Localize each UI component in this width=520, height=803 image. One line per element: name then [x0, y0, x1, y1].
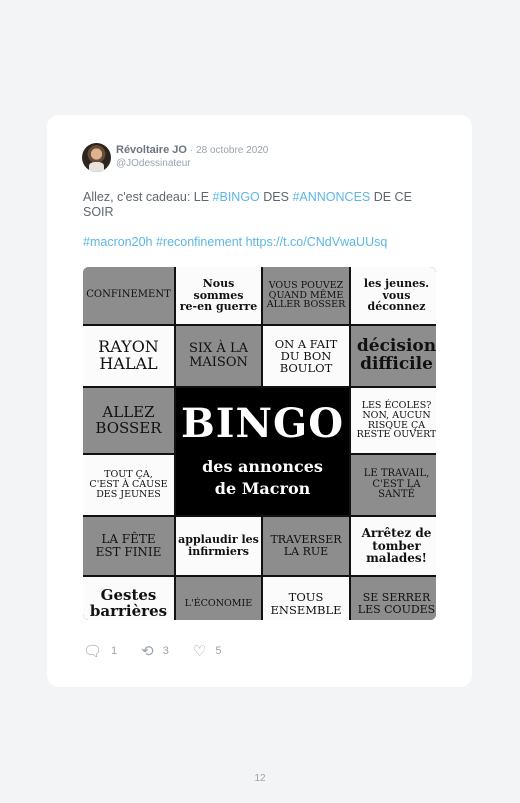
bingo-cell: L'ÉCONOMIE: [176, 577, 261, 620]
retweet-icon: ⟲: [141, 643, 154, 660]
like-count: 5: [215, 645, 222, 657]
bingo-cell: Nous sommes re-en guerre: [176, 267, 261, 324]
text-part: DE CE SOIR: [83, 190, 412, 219]
text-part: DES: [259, 190, 293, 204]
bingo-cell: décision difficile: [351, 326, 436, 386]
bingo-cell: CONFINEMENT: [83, 267, 174, 324]
bingo-cell: SE SERRER LES COUDES: [351, 577, 436, 620]
hashtag-bingo[interactable]: #BINGO: [212, 190, 260, 204]
bingo-cell: RAYON HALAL: [83, 326, 174, 386]
bingo-cell: VOUS POUVEZ QUAND MÊME ALLER BOSSER: [263, 267, 349, 324]
bingo-cell: TRAVERSER LA RUE: [263, 517, 349, 575]
bingo-cell: LE TRAVAIL, C'EST LA SANTÉ: [351, 455, 436, 515]
tweet-actions: [83, 642, 245, 660]
bingo-cell: TOUT ÇA, C'EST À CAUSE DES JEUNES: [83, 455, 174, 515]
reply-count: 1: [111, 645, 118, 657]
reply-button[interactable]: [83, 642, 117, 660]
bingo-cell: ALLEZ BOSSER: [83, 388, 174, 453]
retweet-count: 3: [162, 645, 169, 657]
bingo-cell: Gestes barrières: [83, 577, 174, 620]
bingo-cell: TOUS ENSEMBLE: [263, 577, 349, 620]
bingo-cell: LES ÉCOLES? NON, AUCUN RISQUE ÇA RESTE OUVERT: [351, 388, 436, 453]
tweet-date[interactable]: · 28 octobre 2020: [189, 145, 269, 156]
bingo-subtitle: des annonces de Macron: [202, 456, 323, 498]
like-button[interactable]: [193, 642, 222, 660]
bingo-cell: Arrêtez de tomber malades!: [351, 517, 436, 575]
author-handle[interactable]: @JOdessinateur: [116, 158, 191, 169]
tweet-tags-links[interactable]: #macron20h #reconfinement https://t.co/CNdVwaUUsq: [83, 235, 388, 249]
bingo-center: [176, 388, 349, 515]
bingo-cell: ON A FAIT DU BON BOULOT: [263, 326, 349, 386]
avatar[interactable]: [82, 143, 111, 172]
author-name[interactable]: Révoltaire JO: [116, 144, 187, 156]
bingo-cell: applaudir les infirmiers: [176, 517, 261, 575]
hashtag-annonces[interactable]: #ANNONCES: [292, 190, 371, 204]
bingo-cell: les jeunes. vous déconnez: [351, 267, 436, 324]
heart-icon: ♡: [192, 643, 207, 660]
bingo-cell: LA FÊTE EST FINIE: [83, 517, 174, 575]
text-part: Allez, c'est cadeau: LE: [83, 190, 213, 204]
reply-icon: 🗨: [83, 643, 103, 660]
author-line: [116, 144, 268, 156]
bingo-title: BINGO: [180, 399, 345, 447]
tweet-text: [83, 190, 443, 220]
bingo-image[interactable]: [83, 267, 436, 620]
bingo-cell: SIX À LA MAISON: [176, 326, 261, 386]
retweet-button[interactable]: [141, 642, 169, 660]
tweet-card: [47, 115, 472, 687]
page-number: 12: [254, 773, 266, 784]
